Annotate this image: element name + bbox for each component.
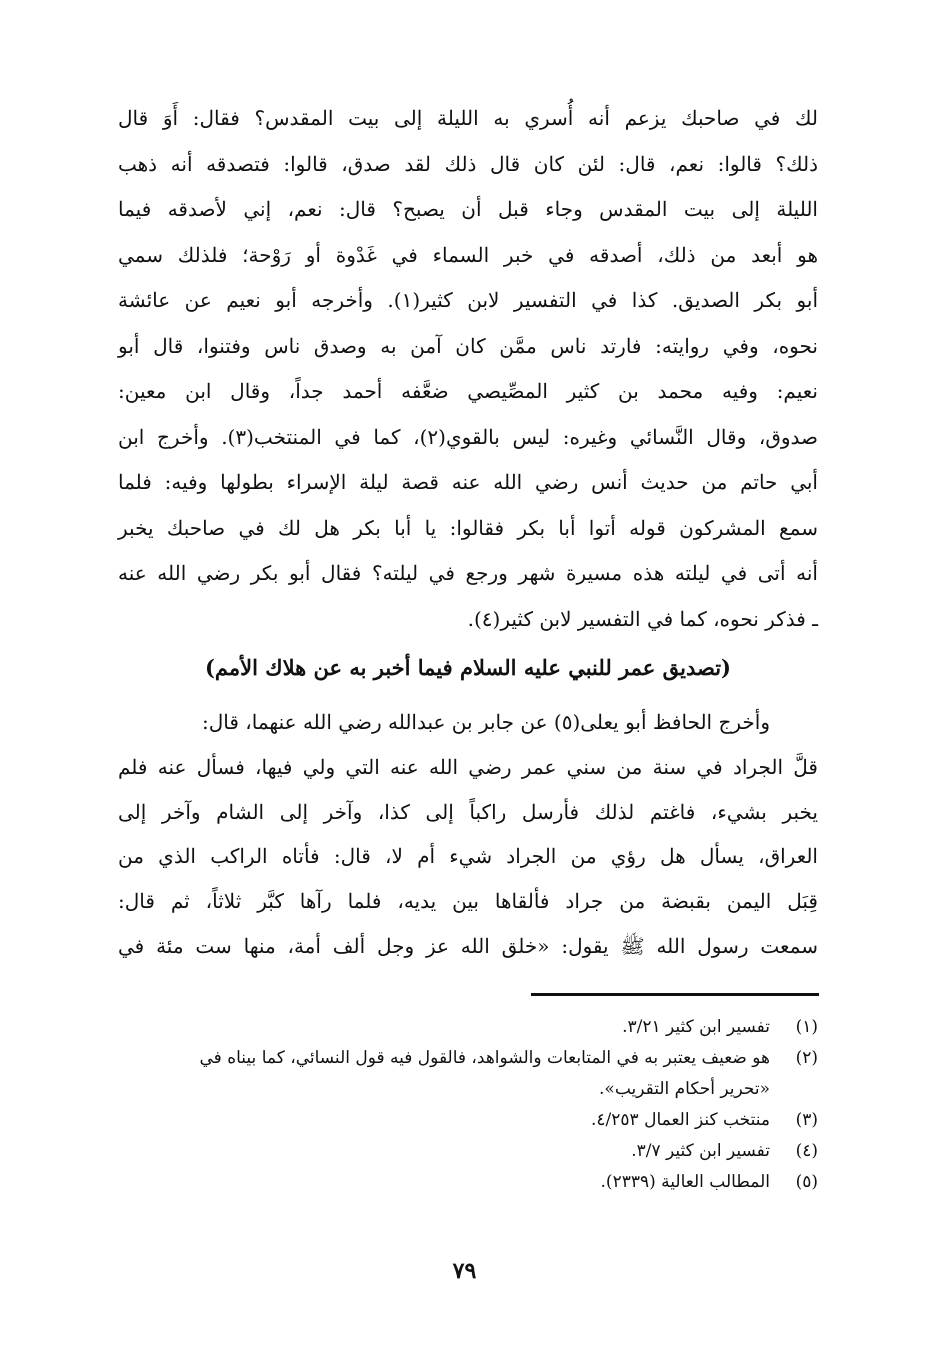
page-number: ٧٩ bbox=[452, 1258, 477, 1284]
text-line: يخبر بشيء، فاغتم لذلك فأرسل راكباً إلى كذا، وآخر إلى الشام وآخر إلى bbox=[118, 799, 818, 824]
footnote-number: (٤) bbox=[795, 1141, 818, 1161]
text-line: نحوه، وفي روايته: فارتد ناس ممَّن كان آمن به وصدق ناس وفتنوا، قال أبو bbox=[118, 333, 818, 358]
footnote-number: (٣) bbox=[795, 1110, 818, 1130]
text-line: سمع المشركون قوله أتوا أبا بكر فقالوا: يا أبا بكر هل لك في صاحبك يخبر bbox=[118, 515, 818, 540]
footnote-2-continuation: «تحرير أحكام التقريب». bbox=[599, 1079, 770, 1099]
text-line: ـ فذكر نحوه، كما في التفسير لابن كثير(٤). bbox=[467, 606, 818, 631]
text-line: وأخرج الحافظ أبو يعلى(٥) عن جابر بن عبدالله رضي الله عنهما، قال: bbox=[202, 710, 770, 734]
footnote-text: المطالب العالية (٢٣٣٩). bbox=[600, 1172, 770, 1192]
footnotes bbox=[118, 1012, 818, 1198]
paragraph-2 bbox=[118, 700, 818, 969]
text-line: العراق، يسأل هل رؤي من الجراد شيء أم لا، قال: فأتاه الراكب الذي من bbox=[118, 844, 818, 869]
paragraph-1 bbox=[118, 96, 818, 642]
text-line: أبو بكر الصديق. كذا في التفسير لابن كثير(١). وأخرجه أبو نعيم عن عائشة bbox=[118, 288, 818, 312]
text-line: صدوق، وقال النَّسائي وغيره: ليس بالقوي(٢)، كما في المنتخب(٣). وأخرج ابن bbox=[118, 424, 819, 449]
text-line: سمعت رسول الله ﷺ يقول: «خلق الله عز وجل ألف أمة، منها ست مئة في bbox=[118, 933, 818, 958]
footnote-5 bbox=[118, 1167, 818, 1198]
footnote-text: هو ضعيف يعتبر به في المتابعات والشواهد، فالقول فيه قول النسائي، كما بيناه في bbox=[199, 1048, 770, 1068]
text-line: لك في صاحبك يزعم أنه أُسري به الليلة إلى بيت المقدس؟ فقال: أَوَ قال bbox=[118, 106, 818, 130]
footnote-4 bbox=[118, 1136, 818, 1167]
text-line: أبي حاتم من حديث أنس رضي الله عنه قصة ليلة الإسراء بطولها وفيه: فلما bbox=[118, 470, 818, 494]
footnote-text: تفسير ابن كثير ٣/٢١. bbox=[622, 1017, 770, 1037]
footnote-3 bbox=[118, 1105, 818, 1136]
footnote-number: (٥) bbox=[795, 1172, 818, 1192]
text-line: قِبَل اليمن بقبضة من جراد فألقاها بين يديه، فلما رآها كبَّر ثلاثاً، ثم قال: bbox=[118, 889, 818, 914]
text-line: الليلة إلى بيت المقدس وجاء قبل أن يصبح؟ قال: نعم، إني لأصدقه فيما bbox=[118, 197, 818, 221]
footnote-2 bbox=[118, 1043, 818, 1074]
footnote-text: تفسير ابن كثير ٣/٧. bbox=[631, 1141, 770, 1161]
footnote-number: (٢) bbox=[795, 1048, 818, 1068]
text-line: قلَّ الجراد في سنة من سني عمر رضي الله عنه التي ولي فيها، فسأل عنه فلم bbox=[118, 754, 818, 779]
footnote-text: منتخب كنز العمال ٤/٢٥٣. bbox=[591, 1110, 770, 1130]
text-line: هو أبعد من ذلك، أصدقه في خبر السماء في غَدْوة أو رَوْحة؛ فلذلك سمي bbox=[118, 242, 818, 267]
footnote-number: (١) bbox=[795, 1017, 818, 1037]
text-line: نعيم: وفيه محمد بن كثير المصِّيصي ضعَّفه أحمد جداً، وقال ابن معين: bbox=[118, 379, 818, 403]
text-line: ذلك؟ قالوا: نعم، قال: لئن كان قال ذلك لقد صدق، قالوا: فتصدقه أنه ذهب bbox=[118, 151, 818, 176]
footnote-separator bbox=[531, 993, 819, 996]
footnote-1 bbox=[118, 1012, 818, 1043]
text-line: أنه أتى في ليلته هذه مسيرة شهر ورجع في ليلته؟ فقال أبو بكر رضي الله عنه bbox=[118, 561, 818, 585]
section-heading: (تصديق عمر للنبي عليه السلام فيما أخبر به عن هلاك الأمم) bbox=[204, 655, 731, 680]
